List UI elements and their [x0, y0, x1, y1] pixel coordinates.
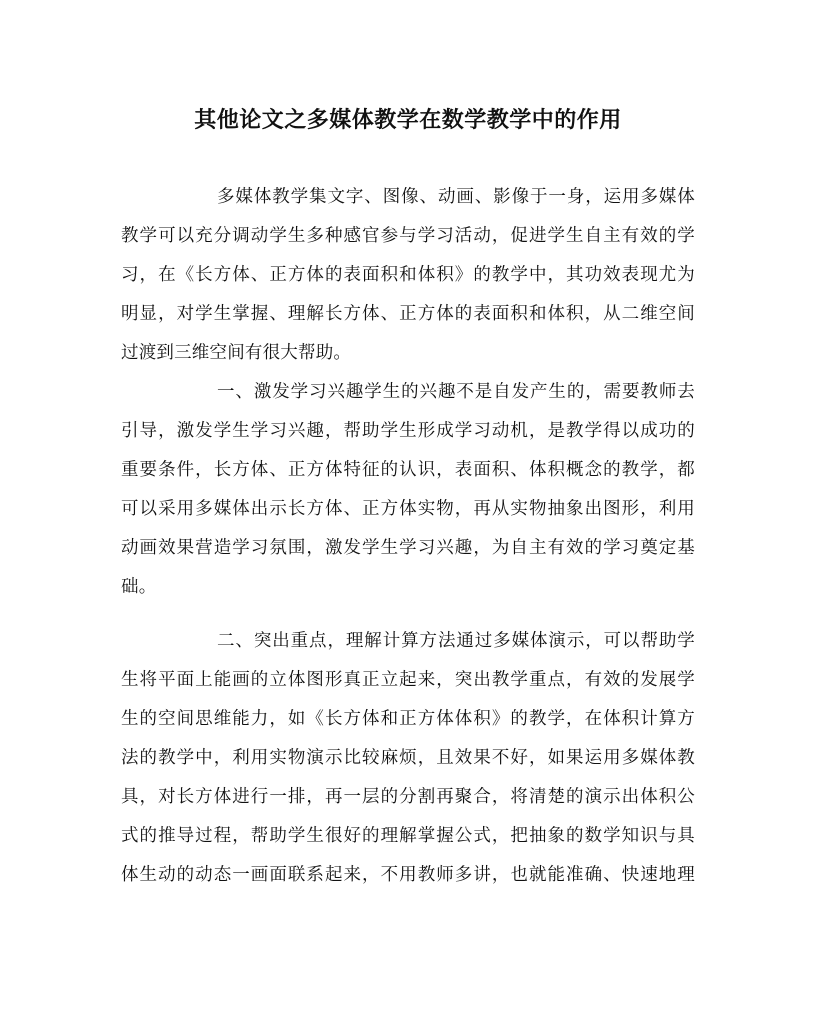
- paragraph-1-line-2: 教学可以充分调动学生多种感官参与学习活动，促进学生自主有效的学: [121, 226, 695, 246]
- paragraph-3-line-3: 生的空间思维能力，如《长方体和正方体体积》的教学，在体积计算方: [121, 709, 695, 729]
- paragraph-1-line-1: 多媒体教学集文字、图像、动画、影像于一身，运用多媒体: [217, 187, 695, 207]
- document-body: [121, 178, 695, 895]
- paragraph-3-line-1: 二、突出重点，理解计算方法通过多媒体演示，可以帮助学: [217, 631, 695, 651]
- document-title: 其他论文之多媒体教学在数学教学中的作用: [194, 107, 622, 133]
- paragraph-gap: [121, 607, 695, 622]
- paragraph-2-line-4: 可以采用多媒体出示长方体、正方体实物，再从实物抽象出图形，利用: [121, 499, 695, 519]
- paragraph-1-line-5: 过渡到三维空间有很大帮助。: [121, 343, 352, 363]
- paragraph-3-line-2: 生将平面上能画的立体图形真正立起来，突出教学重点，有效的发展学: [121, 670, 695, 690]
- paragraph-1-line-4: 明显，对学生掌握、理解长方体、正方体的表面积和体积，从二维空间: [121, 304, 695, 324]
- paragraph-3-line-6: 式的推导过程，帮助学生很好的理解掌握公式，把抽象的数学知识与具: [121, 826, 695, 846]
- paragraph-3-line-5: 具，对长方体进行一排，再一层的分割再聚合，将清楚的演示出体积公: [121, 787, 695, 807]
- paragraph-2-line-3: 重要条件，长方体、正方体特征的认识，表面积、体积概念的教学，都: [121, 460, 695, 480]
- paragraph-3-line-4: 法的教学中，利用实物演示比较麻烦，且效果不好，如果运用多媒体教: [121, 748, 695, 768]
- paragraph-1-line-3: 习，在《长方体、正方体的表面积和体积》的教学中，其功效表现尤为: [121, 265, 695, 285]
- paragraph-2-line-2: 引导，激发学生学习兴趣，帮助学生形成学习动机，是教学得以成功的: [121, 421, 695, 441]
- paragraph-2-line-5: 动画效果营造学习氛围，激发学生学习兴趣，为自主有效的学习奠定基: [121, 538, 695, 558]
- paragraph-2-line-6: 础。: [121, 577, 157, 597]
- paragraph-3-line-7: 体生动的动态一画面联系起来，不用教师多讲，也就能准确、快速地理: [121, 865, 695, 885]
- paragraph-2-line-1: 一、激发学习兴趣学生的兴趣不是自发产生的，需要教师去: [217, 382, 695, 402]
